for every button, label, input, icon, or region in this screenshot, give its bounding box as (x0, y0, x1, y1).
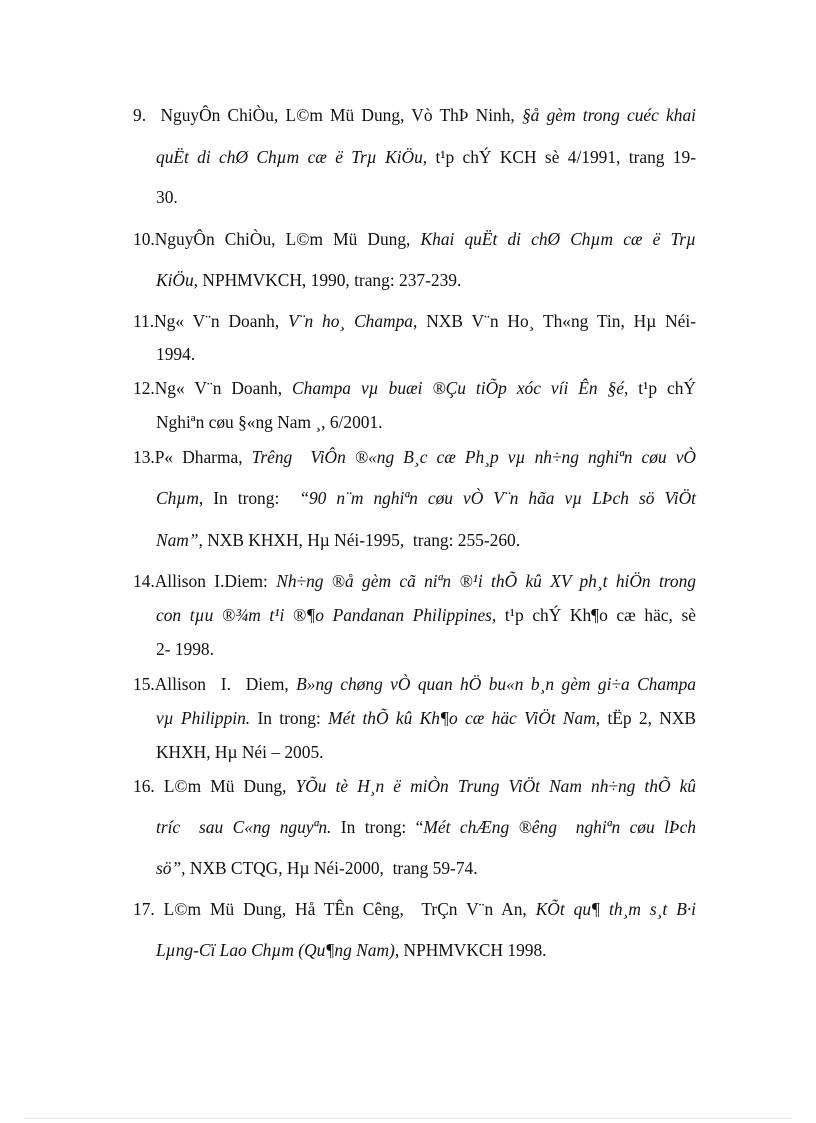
reference-10-line-1: 10.NguyÔn ChiÒu, L©m Mü Dung, Khai quËt di chØ Chµm cæ ë Trµ (133, 229, 697, 249)
reference-9-line-1: 9. NguyÔn ChiÒu, L©m Mü Dung, Vò ThÞ Ninh, §å gèm trong cuéc khai (133, 105, 696, 125)
page-bottom-edge (24, 1118, 792, 1119)
reference-16-line-3: sö”, NXB CTQG, Hµ Néi-2000, trang 59-74. (156, 858, 478, 878)
reference-10-line-2: KiÖu, NPHMVKCH, 1990, trang: 237-239. (156, 270, 462, 290)
reference-11-line-2: 1994. (156, 344, 196, 364)
reference-17-line-1: 17. L©m Mü Dung, Hå TÊn Cêng, TrÇn V¨n An, KÕt qu¶ th¸m s¸t B·i (133, 899, 697, 919)
reference-13-line-3: Nam”, NXB KHXH, Hµ Néi-1995, trang: 255-260. (156, 530, 521, 550)
reference-9-line-2: quËt di chØ Chµm cæ ë Trµ KiÖu, t¹p chÝ KCH sè 4/1991, trang 19- (156, 147, 696, 167)
reference-16-line-1: 16. L©m Mü Dung, YÕu tè H¸n ë miÒn Trung ViÖt Nam nh÷ng thÕ kû (133, 776, 696, 796)
reference-12-line-2: Nghiªn cøu §«ng Nam ¸, 6/2001. (156, 412, 383, 432)
reference-15-line-1: 15.Allison I. Diem, B»ng chøng vÒ quan hÖ bu«n b¸n gèm gi÷a Champa (133, 674, 697, 694)
reference-13-line-2: Chµm, In trong: “90 n¨m nghiªn cøu vÒ V¨n hãa vµ LÞch sö ViÖt (156, 488, 697, 508)
reference-17-line-2: Lµng-Cï Lao Chµm (Qu¶ng Nam), NPHMVKCH 1998. (156, 940, 547, 960)
reference-14-line-1: 14.Allison I.Diem: Nh÷ng ®å gèm cã niªn ®¹i thÕ kû XV ph¸t hiÖn trong (133, 571, 696, 591)
reference-14-line-3: 2- 1998. (156, 639, 214, 659)
reference-15-line-3: KHXH, Hµ Néi – 2005. (156, 742, 324, 762)
reference-15-line-2: vµ Philippin. In trong: Mét thÕ kû Kh¶o cæ häc ViÖt Nam, tËp 2, NXB (156, 708, 697, 728)
reference-12-line-1: 12.Ng« V¨n Doanh, Champa vµ buæi ®Çu tiÕp xóc víi Ên §é, t¹p chÝ (133, 378, 696, 398)
reference-9-line-3: 30. (156, 187, 178, 207)
reference-13-line-1: 13.P« Dharma, Trêng ViÔn ®«ng B¸c cæ Ph¸p vµ nh÷ng nghiªn cøu vÒ (133, 447, 696, 467)
reference-11-line-1: 11.Ng« V¨n Doanh, V¨n ho¸ Champa, NXB V¨n Ho¸ Th«ng Tin, Hµ Néi- (133, 311, 696, 331)
reference-16-line-2: tríc sau C«ng nguyªn. In trong: “Mét chÆng ®êng nghiªn cøu lÞch (156, 817, 696, 837)
reference-14-line-2: con tµu ®¾m t¹i ®¶o Pandanan Philippines, t¹p chÝ Kh¶o cæ häc, sè (156, 605, 696, 625)
